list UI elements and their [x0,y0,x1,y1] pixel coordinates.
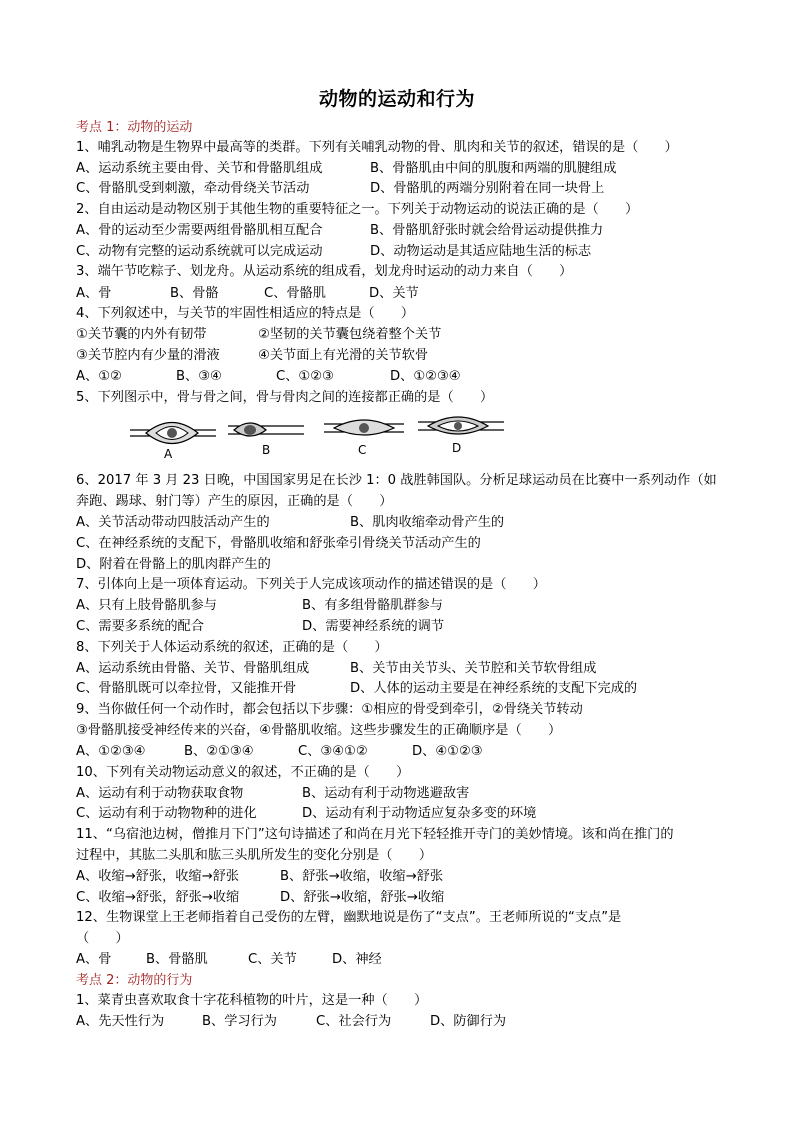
option-c: C、在神经系统的支配下，骨骼肌收缩和舒张牵引骨绕关节活动产生的 [76,536,481,551]
option-d: D、人体的运动主要是在神经系统的支配下完成的 [350,681,638,696]
option-a: A、收缩→舒张，收缩→舒张 [76,869,239,884]
page-title: 动物的运动和行为 [318,88,475,110]
section2-question-1-stem: 1、菜青虫喜欢取食十字花科植物的叶片，这是一种（ ） [76,993,428,1008]
option-c: C、①②③ [276,369,334,384]
option-b: B、关节由关节头、关节腔和关节软骨组成 [350,661,597,676]
joint-diagram-b [228,423,304,457]
option-d: D、附着在骨骼上的肌肉群产生的 [76,557,271,572]
section-heading-1: 考点 1：动物的运动 [76,120,193,135]
statement-4: ④关节面上有光滑的关节软骨 [258,348,429,363]
option-a: A、①②③④ [76,744,146,759]
joint-diagram-c [324,420,404,457]
option-a: A、运动有利于动物获取食物 [76,786,244,801]
option-b: B、②①③④ [184,744,254,759]
option-d: D、关节 [369,286,419,301]
option-d: D、骨骼肌的两端分别附着在同一块骨上 [370,181,605,196]
option-c: C、骨骼肌受到刺激，牵动骨绕关节活动 [76,181,310,196]
option-c: C、③④①② [298,744,368,759]
statement-1: ①关节囊的内外有韧带 [76,327,207,342]
option-a: A、只有上肢骨骼肌参与 [76,598,217,613]
option-c: C、动物有完整的运动系统就可以完成运动 [76,244,323,259]
question-12-stem-line2: （ ） [76,931,129,946]
statement-3: ③关节腔内有少量的滑液 [76,348,220,363]
section-heading-2: 考点 2：动物的行为 [76,973,193,988]
option-b: B、③④ [176,369,222,384]
question-8-stem: 8、下列关于人体运动系统的叙述，正确的是（ ） [76,640,388,655]
question-6-stem-line2: 奔跑、踢球、射门等）产生的原因，正确的是（ ） [76,494,393,509]
option-d: D、①②③④ [390,369,461,384]
option-c: C、收缩→舒张，舒张→收缩 [76,890,240,905]
question-5-stem: 5、下列图示中，骨与骨之间，骨与骨肉之间的连接都正确的是（ ） [76,390,494,405]
question-7-stem: 7、引体向上是一项体育运动。下列关于人完成该项动作的描述错误的是（ ） [76,577,546,592]
option-c: C、社会行为 [316,1014,392,1029]
question-3-stem: 3、端午节吃粽子、划龙舟。从运动系统的组成看，划龙舟时运动的动力来自（ ） [76,264,573,279]
joint-diagram-figure [128,408,508,460]
question-12-stem-line1: 12、生物课堂上王老师指着自己受伤的左臂，幽默地说是伤了“支点”。王老师所说的“支点”是 [76,910,622,925]
question-2-stem: 2、自由运动是动物区别于其他生物的重要特征之一。下列关于动物运动的说法正确的是（ ） [76,202,639,217]
option-c: C、骨骼肌既可以牵拉骨，又能推开骨 [76,681,297,696]
option-a: A、①② [76,369,122,384]
option-b: B、肌肉收缩牵动骨产生的 [350,515,505,530]
option-d: D、舒张→收缩，舒张→收缩 [280,890,445,905]
diagram-label-a: A [164,447,173,460]
question-6-stem-line1: 6、2017 年 3 月 23 日晚，中国国家男足在长沙 1：0 战胜韩国队。分析足球运动员在比赛中一系列动作（如 [76,473,717,488]
option-b: B、骨骼肌舒张时就会给骨运动提供推力 [370,223,604,238]
option-a: A、骨 [76,286,112,301]
option-d: D、需要神经系统的调节 [302,619,445,634]
option-c: C、运动有利于动物物种的进化 [76,806,257,821]
option-c: C、骨骼肌 [264,286,326,301]
option-d: D、神经 [332,952,382,967]
option-a: A、运动系统由骨骼、关节、骨骼肌组成 [76,661,310,676]
question-11-stem-line2: 过程中，其肱二头肌和肱三头肌所发生的变化分别是（ ） [76,848,433,863]
option-b: B、骨骼肌由中间的肌腹和两端的肌腱组成 [370,161,617,176]
option-a: A、先天性行为 [76,1014,165,1029]
diagram-label-b: B [262,443,271,457]
option-a: A、骨的运动至少需要两组骨骼肌相互配合 [76,223,323,238]
option-d: D、动物运动是其适应陆地生活的标志 [370,244,592,259]
option-b: B、舒张→收缩，收缩→舒张 [280,869,444,884]
option-c: C、需要多系统的配合 [76,619,204,634]
option-a: A、关节活动带动四肢活动产生的 [76,515,270,530]
option-d: D、运动有利于动物适应复杂多变的环境 [302,806,537,821]
option-a: A、骨 [76,952,112,967]
question-1-stem: 1、哺乳动物是生物界中最高等的类群。下列有关哺乳动物的骨、肌肉和关节的叙述，错误的是（ ） [76,140,678,155]
question-9-stem-line2: ③骨骼肌接受神经传来的兴奋，④骨骼肌收缩。这些步骤发生的正确顺序是（ ） [76,723,562,738]
question-4-stem: 4、下列叙述中，与关节的牢固性相适应的特点是（ ） [76,306,415,321]
option-c: C、关节 [248,952,297,967]
option-b: B、学习行为 [202,1014,277,1029]
option-d: D、④①②③ [412,744,483,759]
option-b: B、有多组骨骼肌群参与 [302,598,443,613]
option-d: D、防御行为 [430,1014,507,1029]
option-b: B、骨骼肌 [146,952,208,967]
option-b: B、骨骼 [170,286,219,301]
joint-diagram-a [130,423,216,461]
option-a: A、运动系统主要由骨、关节和骨骼肌组成 [76,161,323,176]
diagram-label-c: C [358,443,367,457]
question-10-stem: 10、下列有关动物运动意义的叙述，不正确的是（ ） [76,765,410,780]
statement-2: ②坚韧的关节囊包绕着整个关节 [258,327,442,342]
question-11-stem-line1: 11、“乌宿池边树，僧推月下门”这句诗描述了和尚在月光下轻轻推开寺门的美妙情境。该和尚在推门的 [76,827,674,842]
option-b: B、运动有利于动物逃避敌害 [302,786,470,801]
joint-diagram-d [418,417,504,455]
diagram-label-d: D [452,441,462,455]
question-9-stem-line1: 9、当你做任何一个动作时，都会包括以下步骤：①相应的骨受到牵引，②骨绕关节转动 [76,702,583,717]
